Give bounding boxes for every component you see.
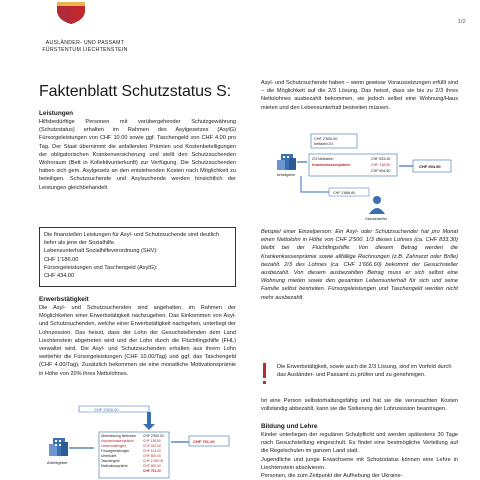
- diagram2-row-value: CHF 138.80: [143, 439, 161, 443]
- diagram2-row-label: Krankenkassenprämie: [101, 439, 134, 443]
- notice-text: Die Erwerbstätigkeit, sowie auch die 2/3 Lösung, sind im Vorfeld durch das Ausländer- und Passamt zu prüfen und zu genehmigen.: [277, 364, 452, 379]
- diagram1-applicant-label: Gesuchsteller: [365, 217, 387, 221]
- box-line-5: CHF 434.00: [44, 273, 75, 280]
- diagram2-side-value: CHF 751.20: [193, 439, 215, 444]
- paragraph-example: Beispiel einer Einzelperson: Ein Asyl- oder Schutzsuchender hat pro Monat einen Nettolohn in Höhe von CHF 2'500. 1/3 dieses Lohnes (ca. CHF 833.30) bleibt bei der Flüchtlingshilfe. Von diesem Betrag werden die Krankenkassenprämie sowie allfällige Rechnungen (z.B. Zahnarzt oder Brille) bezahlt. 2/3 des Lohnes (ca. CHF 1'666.60) bekommt der Gesuchsteller ausbezahlt. Von diesem ausbezahlten Betrag muss er sich selbst eine Wohnung mieten sowie den gesamten Lebensunterhalt für sich und seine Familie selbst bestreiten. Fürsorgeleistungen und Taschengeld werden nicht mehr ausbezahlt.: [261, 229, 458, 301]
- paragraph-bildung-2: Jugendliche und junge Erwachsene mit Schutzstatus können eine Lehre in Liechtenstein absolvieren.: [261, 456, 458, 471]
- box-line-1: Die finanziellen Leistungen für Asyl- und Schutzsuchende sind deutlich tiefer als jene der Sozialhilfe.: [44, 232, 220, 247]
- section-two-thirds: [261, 79, 458, 112]
- employer-icon: [49, 438, 68, 456]
- diagram-two-thirds: [261, 130, 458, 222]
- diagram2-row-value: CHF 800.00: [143, 454, 161, 458]
- diagram2-row-value: CHF 124.00: [143, 449, 161, 453]
- diagram2-header-value: CHF 2'500.00: [143, 434, 164, 438]
- diagram2-header-label: Überweisung Nettolohn: [101, 434, 137, 438]
- diagram2-top-amount: CHF 2'500.00: [94, 407, 119, 412]
- box-line-4: Fürsorgeleistungen und Taschengeld (AsylG):: [44, 264, 158, 271]
- paragraph-selbst: Ist eine Person selbstorhaltungsfähig und hat sie die verursachten Kosten vollständig abbezahlt, kann sie die Sistierung der Lohnzession beantragen.: [261, 398, 458, 413]
- diagram2-row-label: Motivationsprämie: [101, 464, 128, 468]
- diagram1-bottom-amount: CHF 1'666.60: [333, 191, 356, 195]
- page-number: 1/2: [458, 19, 466, 25]
- diagram1-row2-label: Krankenkassenprämie: [312, 163, 351, 167]
- diagram1-row1-label: 2/3 Nettolohn: [312, 157, 334, 161]
- box-line-3: CHF 1'186.00: [44, 256, 79, 263]
- diagram2-row-value: CHF 310.00: [143, 444, 161, 448]
- notice: [277, 363, 458, 379]
- paragraph-two-thirds: Asyl- und Schutzsuchende haben – wenn gewisse Voraussetzungen erfüllt sind – die Möglichkeit auf die 2/3 Lösung. Das heisst, dass sie bis zu 2/3 ihres Nettolohnes ausbezahlt bekommen, sie jedoch selbst eine Wohnung/Haus mieten und den Lebensunterhalt bestreiten müssen.: [261, 80, 458, 111]
- org-line-2: FÜRSTENTUM LIECHTENSTEIN: [42, 47, 128, 53]
- diagram2-row-label: Lebensmittelgeld: [101, 444, 126, 448]
- section-leistungen: [39, 109, 236, 192]
- diagram2-total-value: CHF 751.20: [143, 469, 161, 473]
- section-bildung: [261, 422, 458, 480]
- paragraph-bildung-3: Personen, die zum Zeitpunkt der Aufhebung der Ukraine-: [261, 473, 403, 480]
- paragraph-bildung-1: Kinder unterliegen der regulären Schulpflicht und werden spätestens 30 Tage nach Gesuchstellung eingeschult. Es findet eine bestmögliche Verteilung auf die Regelschulen im ganzen Land statt.: [261, 432, 458, 455]
- diagram1-row3-value: CHF 694.50: [371, 169, 391, 173]
- diagram2-row-value: CHF 1'250.00: [143, 459, 164, 463]
- section-selbst: [261, 397, 458, 413]
- diagram1-employer-label: Arbeitgeber: [277, 173, 296, 177]
- person-icon: [369, 196, 385, 214]
- paragraph-leistungen: Hilfsbedürftige Personen mit vorübergehender Schutzgewährung (Schutzstatus) erhalten im Rahmen des Asylgesetzes (AsylG) Fürsorgeleistungen von CHF 10.00 sowie ggf. Taschengeld von CHF 4.00 pro Tag. Der Staat übernimmt die anfallenden Prämien und Kostenbeteiligungen der obligatorischen Krankenversicherung und stellt den Schutzsuchenden Wohnraum (Bett in Kollektivunterkunft) zur Verfügung. Die Schutzsuchenden haben sich gem. Asylgesetz an den entstehenden Kosten nach Möglichkeit zu beteiligen. Schutzsuchende und Asylsuchende werden hinsichtlich der Leistungen gleichbehandelt.: [39, 119, 236, 191]
- section-heading-erwerb: Erwerbstätigkeit: [39, 296, 89, 303]
- country-emblem: [51, 2, 91, 24]
- paragraph-erwerb: Die Asyl- und Schutzsuchenden sind angehalten, im Rahmen der Möglichkeiten einer Erwerbstätigkeit nachzugehen. Das Einkommen von Asyl- und Schutzsuchenden, welche einer Erwerbstätigkeit nachgehen, unterliegt der Lohnzession. Das heisst, dass der Lohn der Gesuchstellenden dem Land Liechtenstein abgetreten wird und der Lohn durch die Flüchtlingshilfe (FHL) verwaltet wird. Die Asyl- und Schutzsuchenden erhalten aus ihrem Lohn weiterhin die Fürsorgeleistungen (CHF 10.00/Tag) und ggf. das Taschengeld (CHF 4.00/Tag). Zusätzlich bekommen sie eine monatliche Motivationsprämie in Höhe von 20% ihres Nettolohnes.: [39, 305, 236, 377]
- diagram2-row-label: Fürsorgeleistungen: [101, 449, 130, 453]
- diagram2-row-label: Unterkunft: [101, 454, 117, 458]
- diagram-lohnzession: [39, 402, 236, 480]
- diagram1-top-amount: CHF 2'500.00: [314, 137, 338, 141]
- diagram2-employer-label: Arbeitgeber: [47, 460, 68, 465]
- section-heading-bildung: Bildung und Lehre: [261, 423, 318, 430]
- diagram1-top-label: Nettolohn 2/3: [314, 142, 333, 146]
- section-example: [261, 228, 458, 302]
- diagram1-result: CHF 694.50: [419, 164, 441, 169]
- exclamation-icon: [262, 363, 266, 385]
- diagram2-row-value: CHF 500.00: [143, 464, 161, 468]
- section-erwerb: [39, 295, 236, 378]
- diagram1-row2-value: CHF 138.80: [371, 163, 391, 167]
- info-box: [39, 227, 236, 287]
- diagram2-row-label: Taschengeld: [101, 459, 120, 463]
- page-title: Faktenblatt Schutzstatus S:: [39, 83, 232, 100]
- org-line-1: AUSLÄNDER- UND PASSAMT: [45, 40, 125, 46]
- box-line-2: Lebensunterhalt Sozialhilfeverordnung (SHV):: [44, 248, 158, 255]
- organization-name: [40, 40, 130, 54]
- employer-icon: [277, 154, 296, 170]
- section-heading-leistungen: Leistungen: [39, 110, 74, 117]
- diagram1-row1-value: CHF 833.30: [371, 157, 391, 161]
